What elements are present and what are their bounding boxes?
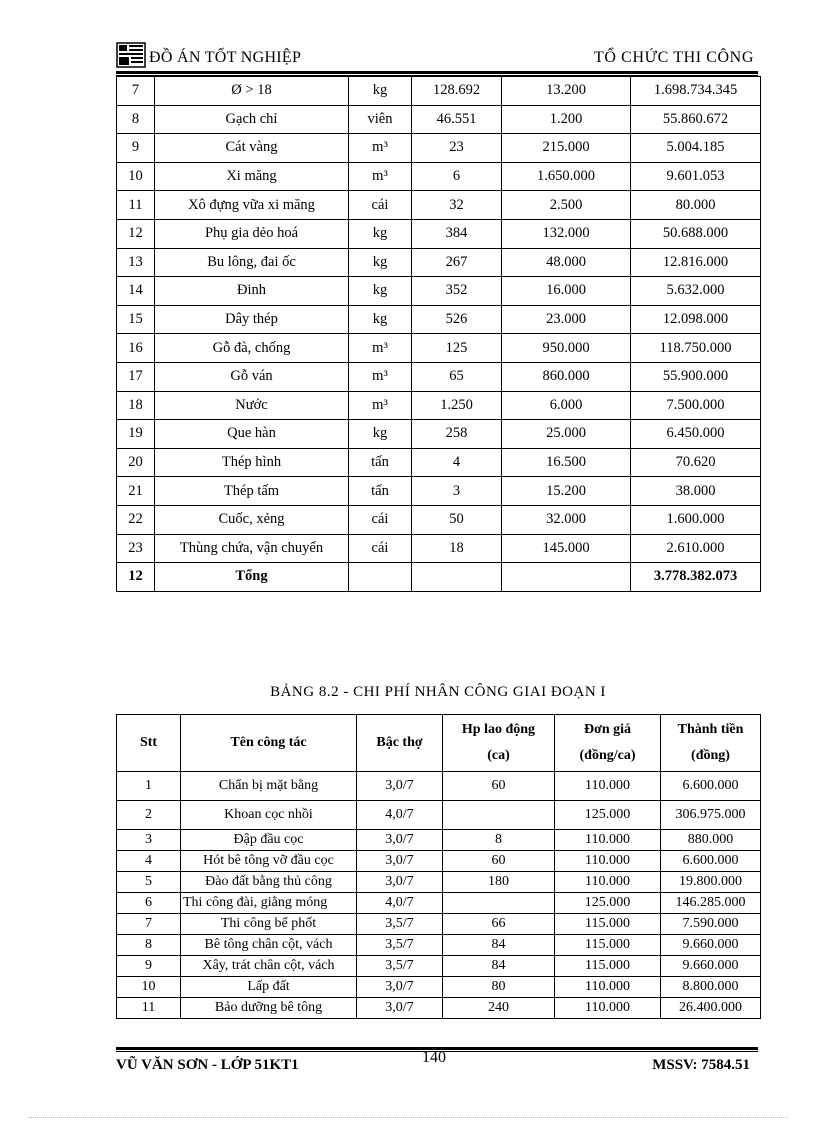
- cell-stt: 9: [117, 134, 155, 163]
- cell-task: Bảo dưỡng bê tông: [181, 998, 357, 1019]
- cell-stt: 1: [117, 772, 181, 801]
- cell-amount: 1.698.734.345: [631, 77, 761, 106]
- cell-quantity: 32: [412, 191, 502, 220]
- cell-quantity: 23: [412, 134, 502, 163]
- cell-quantity: 4: [412, 448, 502, 477]
- cell-unit-price: 110.000: [555, 772, 661, 801]
- cell-unit: viên: [349, 105, 412, 134]
- table-row: [117, 998, 761, 1019]
- cell-stt: 16: [117, 334, 155, 363]
- cell-task: Thi công bể phốt: [181, 914, 357, 935]
- cell-material: Gạch chỉ: [155, 105, 349, 134]
- total-cell-quantity: [412, 563, 502, 592]
- cell-unit: m³: [349, 362, 412, 391]
- cell-unit: kg: [349, 420, 412, 449]
- cell-task: Khoan cọc nhồi: [181, 801, 357, 830]
- cell-stt: 5: [117, 872, 181, 893]
- col-header-ten-cong-tac: Tên công tác: [181, 715, 357, 772]
- cell-unit: m³: [349, 334, 412, 363]
- table-row: [117, 362, 761, 391]
- table-header-row: [117, 715, 761, 772]
- cell-stt: 23: [117, 534, 155, 563]
- cell-amount: 70.620: [631, 448, 761, 477]
- cell-unit-price: 860.000: [502, 362, 631, 391]
- cell-stt: 14: [117, 277, 155, 306]
- cell-unit: m³: [349, 391, 412, 420]
- cell-material: Xi măng: [155, 162, 349, 191]
- cell-stt: 10: [117, 162, 155, 191]
- cell-amount: 80.000: [631, 191, 761, 220]
- cell-unit-price: 16.000: [502, 277, 631, 306]
- footer-mssv: MSSV: 7584.51: [652, 1057, 750, 1073]
- cell-labor-days: 84: [443, 935, 555, 956]
- header-rule-thick: [116, 71, 758, 74]
- cell-material: Thép tấm: [155, 477, 349, 506]
- cell-unit-price: 2.500: [502, 191, 631, 220]
- cell-task: Chẩn bị mặt bằng: [181, 772, 357, 801]
- cell-unit-price: 15.200: [502, 477, 631, 506]
- cell-stt: 12: [117, 219, 155, 248]
- cell-unit-price: 125.000: [555, 801, 661, 830]
- thanhtien-header-line2: (đồng): [691, 748, 730, 763]
- table-row: [117, 448, 761, 477]
- cell-grade: 3,0/7: [357, 772, 443, 801]
- table-row: [117, 851, 761, 872]
- cell-stt: 22: [117, 505, 155, 534]
- cell-quantity: 258: [412, 420, 502, 449]
- cell-stt: 19: [117, 420, 155, 449]
- cell-unit: cái: [349, 191, 412, 220]
- cell-unit: kg: [349, 277, 412, 306]
- cell-material: Gỗ đà, chống: [155, 334, 349, 363]
- cell-amount: 6.450.000: [631, 420, 761, 449]
- cell-unit-price: 115.000: [555, 935, 661, 956]
- cell-stt: 11: [117, 998, 181, 1019]
- total-cell-amount: 3.778.382.073: [631, 563, 761, 592]
- table-row: [117, 248, 761, 277]
- cell-material: Nước: [155, 391, 349, 420]
- cell-task: Đào đất bằng thủ công: [181, 872, 357, 893]
- dongia-header-line2: (đồng/ca): [579, 748, 636, 763]
- cell-grade: 3,0/7: [357, 998, 443, 1019]
- cell-material: Que hàn: [155, 420, 349, 449]
- cell-amount: 6.600.000: [661, 772, 761, 801]
- cell-stt: 21: [117, 477, 155, 506]
- header-title-left: ĐỒ ÁN TỐT NGHIỆP: [149, 49, 302, 66]
- cell-quantity: 384: [412, 219, 502, 248]
- cell-unit-price: 32.000: [502, 505, 631, 534]
- cell-labor-days: 60: [443, 851, 555, 872]
- total-row: [117, 563, 761, 592]
- cell-unit: m³: [349, 134, 412, 163]
- table-row: [117, 162, 761, 191]
- col-header-thanh-tien: [661, 715, 761, 772]
- cell-grade: 3,5/7: [357, 914, 443, 935]
- cell-stt: 13: [117, 248, 155, 277]
- cell-material: Đinh: [155, 277, 349, 306]
- cell-quantity: 65: [412, 362, 502, 391]
- thanhtien-header-line1: Thành tiền: [677, 722, 744, 737]
- table2-title: BẢNG 8.2 - CHI PHÍ NHÂN CÔNG GIAI ĐOẠN I: [270, 684, 606, 700]
- cell-grade: 3,0/7: [357, 851, 443, 872]
- cell-grade: 3,5/7: [357, 956, 443, 977]
- cell-amount: 19.800.000: [661, 872, 761, 893]
- cell-unit: kg: [349, 219, 412, 248]
- cell-unit-price: 132.000: [502, 219, 631, 248]
- cell-stt: 6: [117, 893, 181, 914]
- cell-quantity: 46.551: [412, 105, 502, 134]
- cell-unit-price: 25.000: [502, 420, 631, 449]
- cell-quantity: 526: [412, 305, 502, 334]
- cell-unit-price: 110.000: [555, 977, 661, 998]
- cell-amount: 880.000: [661, 830, 761, 851]
- cell-stt: 11: [117, 191, 155, 220]
- cell-material: Xô đựng vữa xi măng: [155, 191, 349, 220]
- cell-quantity: 1.250: [412, 391, 502, 420]
- table-row: [117, 914, 761, 935]
- cell-amount: 7.500.000: [631, 391, 761, 420]
- cell-amount: 9.660.000: [661, 956, 761, 977]
- hp-header-line2: (ca): [487, 748, 510, 763]
- col-header-hp-lao-dong: [443, 715, 555, 772]
- cell-material: Cuốc, xẻng: [155, 505, 349, 534]
- table-row: [117, 420, 761, 449]
- cell-amount: 306.975.000: [661, 801, 761, 830]
- cell-material: Phụ gia dẻo hoá: [155, 219, 349, 248]
- header-title-right: TỔ CHỨC THI CÔNG: [594, 49, 754, 66]
- cell-material: Thép hình: [155, 448, 349, 477]
- cell-labor-days: [443, 801, 555, 830]
- total-cell-material: Tổng: [155, 563, 349, 592]
- cell-amount: 8.800.000: [661, 977, 761, 998]
- cell-labor-days: 180: [443, 872, 555, 893]
- cell-quantity: 6: [412, 162, 502, 191]
- cell-material: Thùng chứa, vận chuyển: [155, 534, 349, 563]
- cell-stt: 7: [117, 914, 181, 935]
- table-row: [117, 872, 761, 893]
- cell-unit-price: 1.200: [502, 105, 631, 134]
- cell-unit-price: 115.000: [555, 956, 661, 977]
- cell-stt: 15: [117, 305, 155, 334]
- cell-material: Ø > 18: [155, 77, 349, 106]
- cell-amount: 38.000: [631, 477, 761, 506]
- cell-amount: 7.590.000: [661, 914, 761, 935]
- materials-cost-table: [116, 76, 761, 592]
- table-row: [117, 893, 761, 914]
- cell-amount: 146.285.000: [661, 893, 761, 914]
- cell-amount: 9.660.000: [661, 935, 761, 956]
- table-row: [117, 801, 761, 830]
- cell-unit: tấn: [349, 477, 412, 506]
- table-row: [117, 334, 761, 363]
- table-row: [117, 505, 761, 534]
- cell-unit-price: 16.500: [502, 448, 631, 477]
- table-row: [117, 534, 761, 563]
- cell-amount: 1.600.000: [631, 505, 761, 534]
- page-number: 140: [422, 1049, 446, 1066]
- cell-labor-days: 240: [443, 998, 555, 1019]
- cell-labor-days: 60: [443, 772, 555, 801]
- labor-table-body: [117, 772, 761, 1019]
- cell-quantity: 50: [412, 505, 502, 534]
- cell-quantity: 3: [412, 477, 502, 506]
- cell-material: Cát vàng: [155, 134, 349, 163]
- cell-stt: 17: [117, 362, 155, 391]
- col-header-stt: Stt: [117, 715, 181, 772]
- cell-labor-days: 66: [443, 914, 555, 935]
- cell-task: Xây, trát chân cột, vách: [181, 956, 357, 977]
- cell-task: Đập đầu cọc: [181, 830, 357, 851]
- table-row: [117, 305, 761, 334]
- table-row: [117, 391, 761, 420]
- table-row: [117, 134, 761, 163]
- footer-author: VŨ VĂN SƠN - LỚP 51KT1: [116, 1057, 299, 1073]
- table-row: [117, 477, 761, 506]
- labor-cost-table: [116, 714, 761, 1019]
- cell-unit-price: 110.000: [555, 830, 661, 851]
- materials-table-body: [117, 77, 761, 592]
- cell-labor-days: 84: [443, 956, 555, 977]
- cell-grade: 3,0/7: [357, 977, 443, 998]
- cell-unit-price: 13.200: [502, 77, 631, 106]
- cell-task: Lấp đất: [181, 977, 357, 998]
- cell-amount: 118.750.000: [631, 334, 761, 363]
- cell-unit-price: 1.650.000: [502, 162, 631, 191]
- cell-task: Hót bê tông vỡ đầu cọc: [181, 851, 357, 872]
- cell-unit-price: 125.000: [555, 893, 661, 914]
- cell-quantity: 128.692: [412, 77, 502, 106]
- cell-stt: 4: [117, 851, 181, 872]
- table-row: [117, 77, 761, 106]
- col-header-don-gia: [555, 715, 661, 772]
- hp-header-line1: Hp lao động: [461, 722, 536, 737]
- cell-amount: 5.004.185: [631, 134, 761, 163]
- total-cell-stt: 12: [117, 563, 155, 592]
- cell-unit: kg: [349, 248, 412, 277]
- book-logo-icon: [116, 42, 146, 68]
- total-cell-unit: [349, 563, 412, 592]
- cell-material: Bu lông, đai ốc: [155, 248, 349, 277]
- cell-task: Thi công đài, giằng móng: [181, 893, 357, 914]
- cell-unit: tấn: [349, 448, 412, 477]
- table-row: [117, 977, 761, 998]
- dongia-header-line1: Đơn giá: [583, 722, 632, 737]
- table-row: [117, 191, 761, 220]
- cell-quantity: 18: [412, 534, 502, 563]
- cell-unit-price: 950.000: [502, 334, 631, 363]
- table-row: [117, 277, 761, 306]
- cell-amount: 26.400.000: [661, 998, 761, 1019]
- cell-unit-price: 6.000: [502, 391, 631, 420]
- cell-stt: 3: [117, 830, 181, 851]
- cell-unit: kg: [349, 77, 412, 106]
- cell-stt: 8: [117, 105, 155, 134]
- table-row: [117, 935, 761, 956]
- cell-material: Dây thép: [155, 305, 349, 334]
- table-row: [117, 956, 761, 977]
- cell-material: Gỗ ván: [155, 362, 349, 391]
- table-row: [117, 105, 761, 134]
- total-cell-unit-price: [502, 563, 631, 592]
- cell-unit: kg: [349, 305, 412, 334]
- table-row: [117, 772, 761, 801]
- cell-stt: 10: [117, 977, 181, 998]
- cell-stt: 18: [117, 391, 155, 420]
- cell-labor-days: 80: [443, 977, 555, 998]
- page-header: [116, 40, 758, 70]
- cell-unit: cái: [349, 534, 412, 563]
- cell-amount: 2.610.000: [631, 534, 761, 563]
- cell-unit-price: 110.000: [555, 851, 661, 872]
- cell-amount: 9.601.053: [631, 162, 761, 191]
- cell-unit-price: 48.000: [502, 248, 631, 277]
- cell-amount: 55.860.672: [631, 105, 761, 134]
- cell-amount: 6.600.000: [661, 851, 761, 872]
- cell-amount: 55.900.000: [631, 362, 761, 391]
- cell-quantity: 352: [412, 277, 502, 306]
- cell-unit-price: 115.000: [555, 914, 661, 935]
- cell-amount: 5.632.000: [631, 277, 761, 306]
- cell-amount: 50.688.000: [631, 219, 761, 248]
- cell-unit-price: 110.000: [555, 998, 661, 1019]
- cell-stt: 7: [117, 77, 155, 106]
- page-edge-dotted-line: [28, 1117, 788, 1118]
- cell-unit: m³: [349, 162, 412, 191]
- cell-amount: 12.816.000: [631, 248, 761, 277]
- cell-unit: cái: [349, 505, 412, 534]
- cell-stt: 20: [117, 448, 155, 477]
- cell-unit-price: 215.000: [502, 134, 631, 163]
- cell-unit-price: 110.000: [555, 872, 661, 893]
- cell-labor-days: 8: [443, 830, 555, 851]
- cell-grade: 4,0/7: [357, 893, 443, 914]
- cell-labor-days: [443, 893, 555, 914]
- cell-grade: 3,0/7: [357, 830, 443, 851]
- cell-stt: 2: [117, 801, 181, 830]
- table-row: [117, 219, 761, 248]
- col-header-bac-tho: Bậc thợ: [357, 715, 443, 772]
- cell-task: Bê tông chân cột, vách: [181, 935, 357, 956]
- cell-quantity: 267: [412, 248, 502, 277]
- cell-grade: 4,0/7: [357, 801, 443, 830]
- cell-grade: 3,0/7: [357, 872, 443, 893]
- cell-amount: 12.098.000: [631, 305, 761, 334]
- cell-stt: 9: [117, 956, 181, 977]
- cell-quantity: 125: [412, 334, 502, 363]
- cell-unit-price: 23.000: [502, 305, 631, 334]
- table-row: [117, 830, 761, 851]
- cell-unit-price: 145.000: [502, 534, 631, 563]
- cell-grade: 3,5/7: [357, 935, 443, 956]
- cell-stt: 8: [117, 935, 181, 956]
